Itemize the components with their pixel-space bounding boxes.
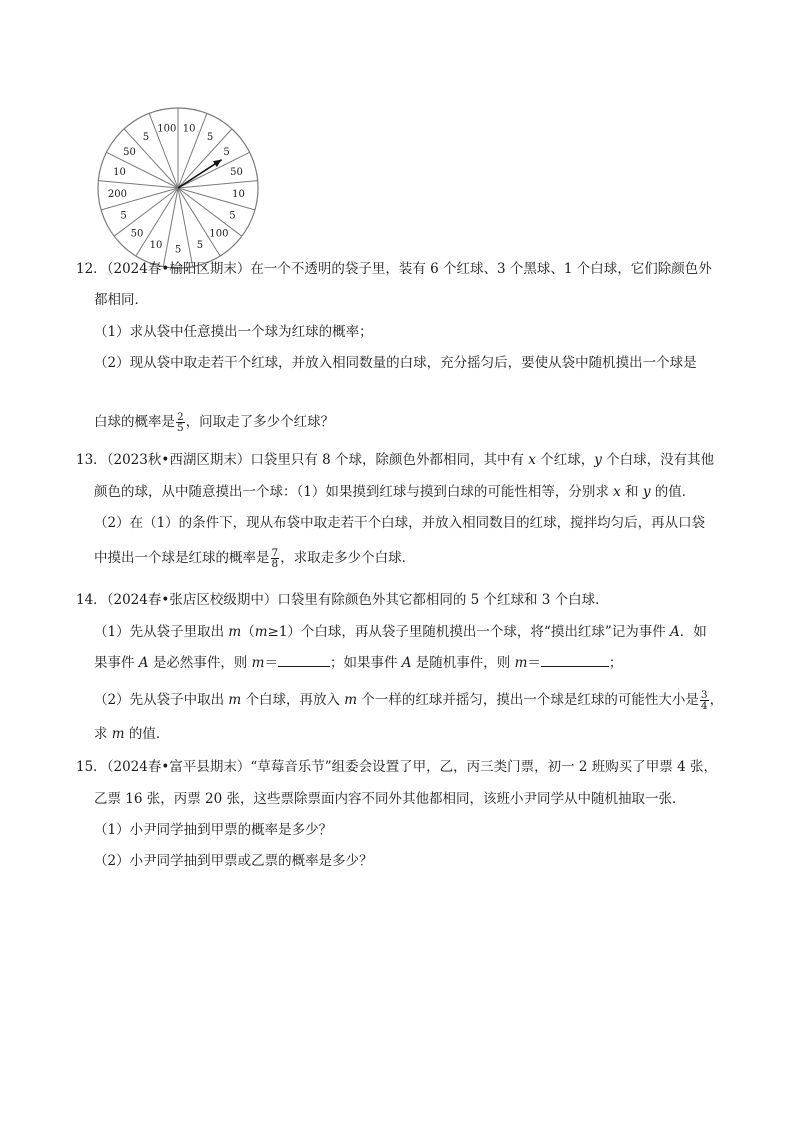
q14-text: （2）先从袋子中取出 xyxy=(94,692,229,708)
q13-stem-text: 个白球，没有其他 xyxy=(601,452,715,468)
wheel-sector-label: 10 xyxy=(149,240,163,252)
var-y: y xyxy=(594,452,602,468)
answer-blank[interactable] xyxy=(278,654,330,667)
wheel-sector-label: 100 xyxy=(157,123,177,135)
q14-fraction xyxy=(700,690,709,711)
q14-text: ≥1）个白球，再从袋子里随机摸出一个球，将“摸出红球”记为事件 xyxy=(267,624,671,640)
q13-number: 13． xyxy=(76,452,107,468)
q13-stem-line2 xyxy=(0,482,794,502)
q12-number: 12． xyxy=(76,261,107,277)
q14-text: ；如果事件 xyxy=(329,655,402,671)
answer-blank[interactable] xyxy=(541,654,609,667)
q12-stem-line2: 都相同． xyxy=(94,292,148,308)
q13-fraction xyxy=(271,548,280,569)
q12-fraction xyxy=(176,412,185,433)
q14-text: 个白球，再放入 xyxy=(241,692,345,708)
pointer-arrow-icon xyxy=(213,160,222,167)
q14-text: 求 xyxy=(94,726,112,742)
fraction-numerator: 2 xyxy=(177,411,184,423)
q13-part2-text: 中摸出一个球是红球的概率是 xyxy=(94,550,270,566)
wheel-sector-label: 10 xyxy=(182,123,196,135)
wheel-sector-label: 5 xyxy=(120,210,127,222)
var-m: m xyxy=(228,692,242,708)
var-m: m xyxy=(251,655,265,671)
var-m: m xyxy=(228,624,242,640)
q13-part1-text: 颜色的球，从中随意摸出一个球：（1）如果摸到红球与摸到白球的可能性相等，分别求 xyxy=(94,484,614,500)
var-x: x xyxy=(528,452,536,468)
q14-part1-line1 xyxy=(0,622,794,642)
fraction-numerator: 7 xyxy=(271,547,279,559)
q14-text: ＝ xyxy=(264,655,278,671)
wheel-sector-label: 5 xyxy=(229,210,236,222)
fraction-denominator: 5 xyxy=(177,422,184,434)
q12-part2-line1: （2）现从袋中取走若干个红球，并放入相同数量的白球，充分摇匀后，要使从袋中随机摸出一个球是 xyxy=(94,355,697,371)
q13-part2-line1: （2）在（1）的条件下，现从布袋中取走若干个白球，并放入相同数目的红球，搅拌均匀后，再从口袋 xyxy=(94,515,706,531)
fraction-denominator: 8 xyxy=(271,558,279,570)
wheel-sector-label: 5 xyxy=(142,131,150,143)
wheel-sector-label: 5 xyxy=(223,146,230,158)
spinner-wheel xyxy=(96,106,260,270)
var-m: m xyxy=(514,655,528,671)
q13-stem-text: （2023秋•西湖区期末）口袋里只有 8 个球，除颜色外都相同，其中有 xyxy=(100,452,529,468)
q13-stem xyxy=(100,450,714,470)
wheel-sector-label: 5 xyxy=(174,244,182,256)
q14-text: ； xyxy=(608,655,623,671)
var-m: m xyxy=(254,624,268,640)
var-A: A xyxy=(670,624,680,640)
wheel-sector-label: 100 xyxy=(209,228,229,240)
q14-text: ．如 xyxy=(679,624,707,640)
wheel-sector-label: 10 xyxy=(113,166,126,178)
q13-part2-line2 xyxy=(0,548,794,569)
wheel-sector-label: 200 xyxy=(107,189,128,201)
q14-text: 是随机事件，则 xyxy=(411,655,515,671)
fraction-denominator: 4 xyxy=(700,700,708,712)
q12-part2-text: 白球的概率是 xyxy=(94,414,175,430)
q14-text: 的值． xyxy=(124,726,170,742)
q15-part2: （2）小尹同学抽到甲票或乙票的概率是多少？ xyxy=(94,853,373,869)
q15-stem-line2: 乙票 16 张，丙票 20 张，这些票除票面内容不同外其他都相同，该班小尹同学从中随机抽取一张． xyxy=(94,791,686,807)
var-x: x xyxy=(613,484,621,500)
q14-text: （ xyxy=(241,624,255,640)
var-m: m xyxy=(344,692,358,708)
wheel-sector-label: 50 xyxy=(123,146,136,158)
var-A: A xyxy=(401,655,412,671)
q12-part2-question: ，问取走了多少个红球？ xyxy=(185,414,335,430)
q14-part2-line1 xyxy=(0,690,794,711)
q14-text: 个一样的红球并摇匀，摸出一个球是红球的可能性大小是 xyxy=(357,692,699,708)
q12-stem: （2024春•榆阳区期末）在一个不透明的袋子里，装有 6 个红球、3 个黑球、1 个白球，它们除颜色外 xyxy=(100,261,712,277)
q13-part2-question: ，求取走多少个白球． xyxy=(280,550,416,566)
wheel-divider xyxy=(124,129,178,188)
q14-stem: （2024春•张店区校级期中）口袋里有除颜色外其它都相同的 5 个红球和 3 个白球． xyxy=(100,592,609,608)
wheel-sector-label: 50 xyxy=(230,166,243,178)
q14-text: ， xyxy=(709,692,724,708)
q15-part1: （1）小尹同学抽到甲票的概率是多少？ xyxy=(94,822,333,838)
var-m: m xyxy=(111,726,125,742)
q15-number: 15． xyxy=(76,759,107,775)
fraction-numerator: 3 xyxy=(700,689,708,701)
wheel-sector-label: 5 xyxy=(196,240,204,252)
q13-stem-text: 个红球， xyxy=(535,452,595,468)
q12-part1: （1）求从袋中任意摸出一个球为红球的概率； xyxy=(94,324,373,340)
q14-text: 是必然事件，则 xyxy=(148,655,252,671)
q12-part2-line2 xyxy=(0,412,794,433)
wheel-sector-label: 10 xyxy=(232,189,245,201)
q13-part1-text: 的值． xyxy=(650,484,696,500)
q14-number: 14． xyxy=(76,592,107,608)
q14-text: ＝ xyxy=(527,655,541,671)
wheel-sector-label: 50 xyxy=(130,228,144,240)
q13-part1-text: 和 xyxy=(620,484,643,500)
q14-part1-line2 xyxy=(0,653,794,673)
var-y: y xyxy=(642,484,651,500)
q14-text: 果事件 xyxy=(94,655,139,671)
var-A: A xyxy=(138,655,149,671)
wheel-divider xyxy=(178,129,232,188)
wheel-sector-label: 5 xyxy=(206,131,214,143)
q14-part2-line2 xyxy=(0,724,794,744)
q15-stem: （2024春•富平县期末）“草莓音乐节”组委会设置了甲，乙，丙三类门票，初一 2 班购买了甲票 4 张， xyxy=(100,759,717,775)
q14-text: （1）先从袋子里取出 xyxy=(94,624,229,640)
